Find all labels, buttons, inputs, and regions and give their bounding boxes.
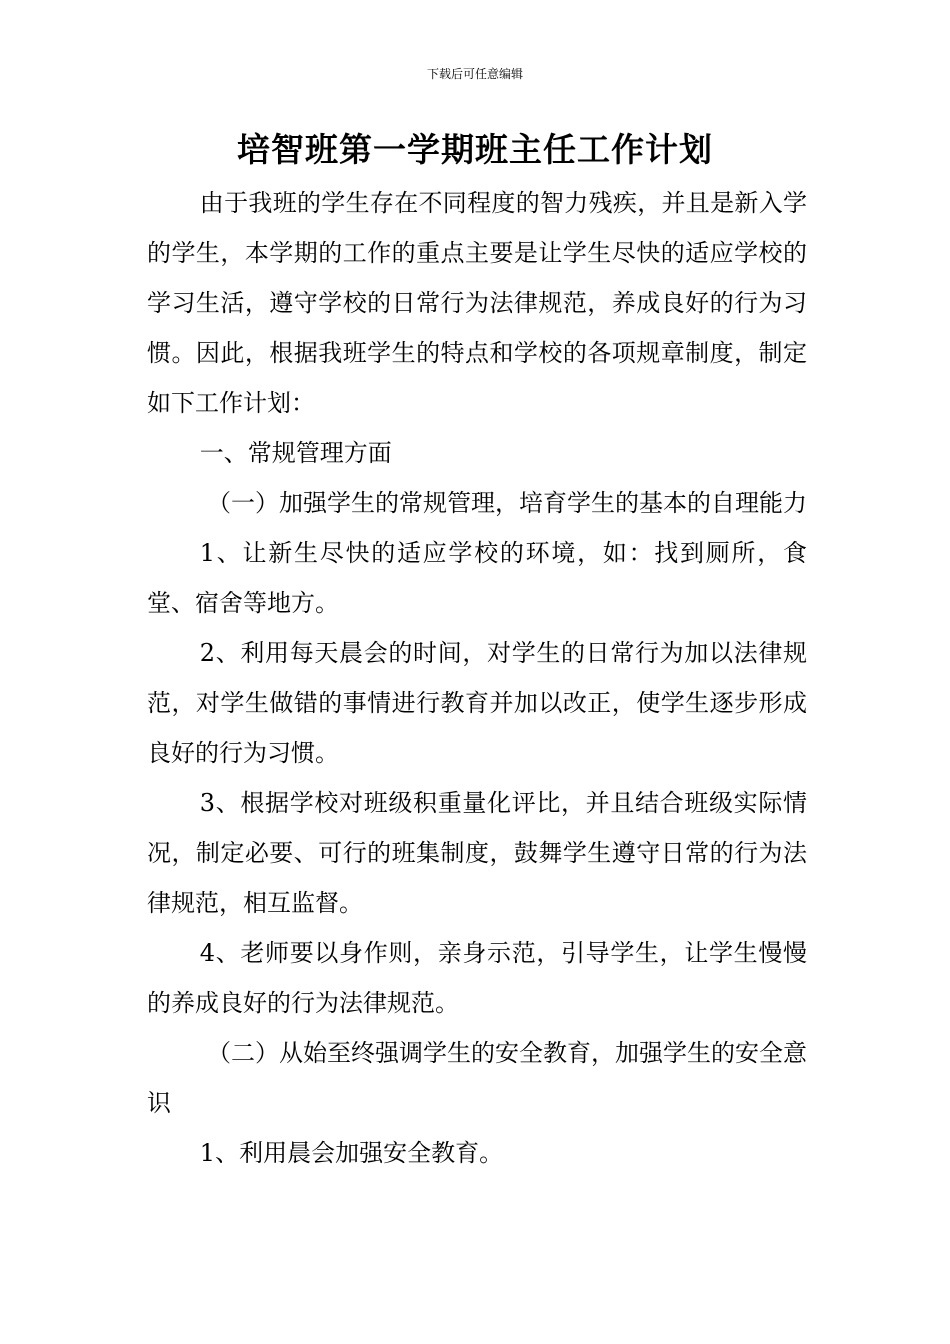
document-body bbox=[147, 178, 807, 1178]
document-title: 培智班第一学期班主任工作计划 bbox=[237, 130, 713, 169]
intro-paragraph: 由于我班的学生存在不同程度的智力残疾，并且是新入学的学生，本学期的工作的重点主要是让学生尽快的适应学校的学习生活，遵守学校的日常行为法律规范，养成良好的行为习惯。因此，根据我班学生的特点和学校的各项规章制度，制定如下工作计划： bbox=[147, 189, 807, 417]
list-item: 1、让新生尽快的适应学校的环境，如：找到厕所，食堂、宿舍等地方。 bbox=[147, 539, 807, 617]
list-item: 4、老师要以身作则，亲身示范，引导学生，让学生慢慢的养成良好的行为法律规范。 bbox=[147, 939, 807, 1017]
subsection-heading-2: （二）从始至终强调学生的安全教育，加强学生的安全意识 bbox=[147, 1039, 807, 1117]
list-item: 3、根据学校对班级积重量化评比，并且结合班级实际情况，制定必要、可行的班集制度，鼓舞学生遵守日常的行为法律规范，相互监督。 bbox=[147, 789, 807, 917]
list-item: 2、利用每天晨会的时间，对学生的日常行为加以法律规范，对学生做错的事情进行教育并加以改正，使学生逐步形成良好的行为习惯。 bbox=[147, 639, 807, 767]
section-heading-routine-management: 一、常规管理方面 bbox=[199, 439, 392, 467]
subsection-heading-1: （一）加强学生的常规管理，培育学生的基本的自理能力 bbox=[207, 489, 807, 517]
header-note: 下载后可任意编辑 bbox=[426, 67, 523, 81]
list-item: 1、利用晨会加强安全教育。 bbox=[199, 1139, 504, 1167]
